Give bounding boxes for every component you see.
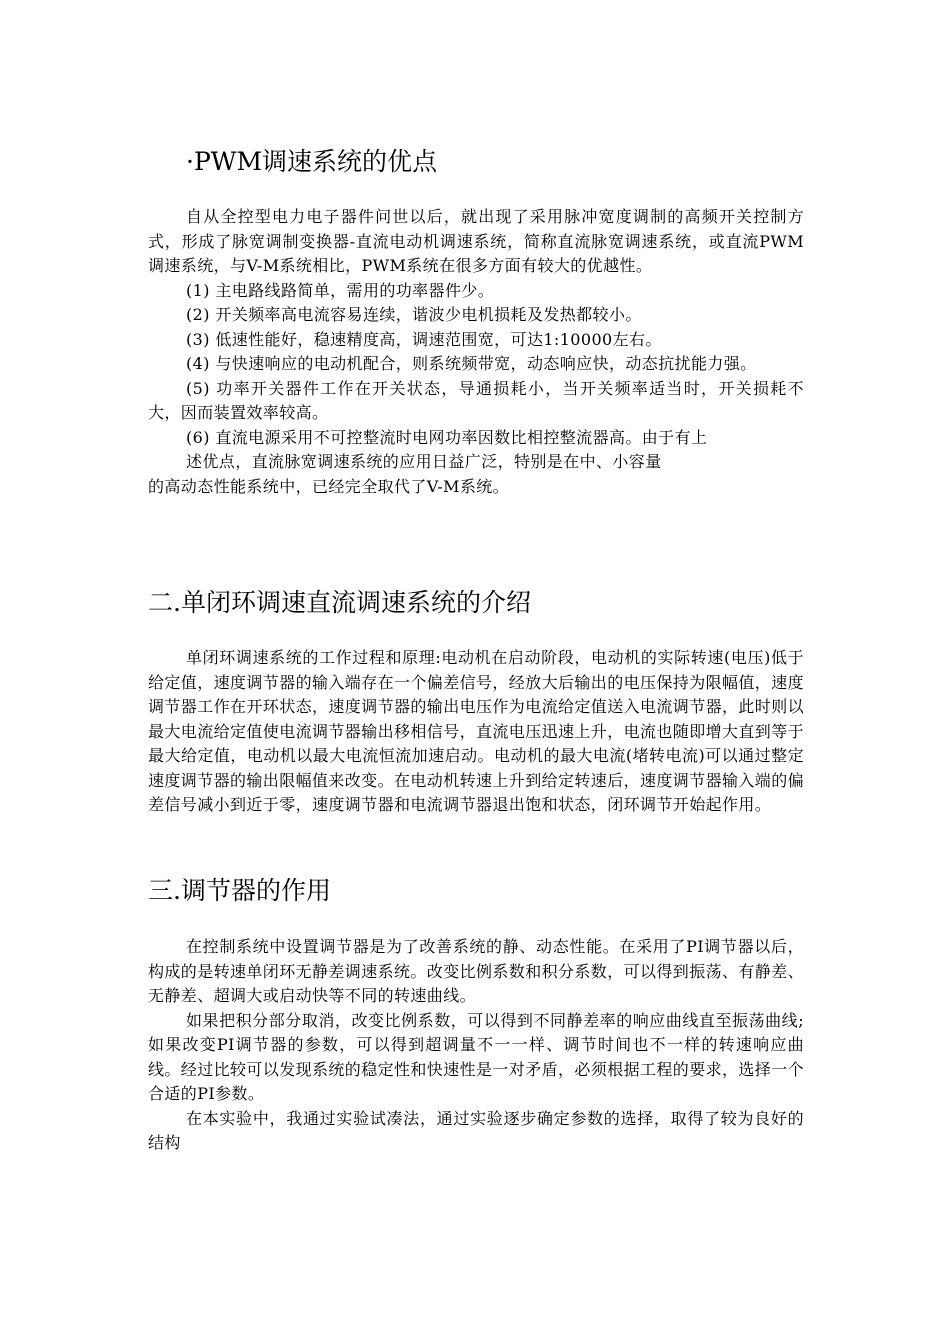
list-item-1: (1) 主电路线路简单，需用的功率器件少。: [186, 280, 495, 300]
paragraph-single-loop: 单闭环调速系统的工作过程和原理:电动机在启动阶段，电动机的实际转速(电压)低于给定值，速度调节器的输入端存在一个偏差信号，经放大后输出的电压保持为限幅值，速度调节器工作在开环状态，速度调节器的输出电压作为电流给定值送入电流调节器，此时则以最大电流给定值使电流调节器输出移相信号，直流电压迅速上升，电流也随即增大直到等于最大给定值，电动机以最大电流恒流加速启动。电动机的最大电流(堵转电流)可以通过整定速度调节器的输出限幅值来改变。在电动机转速上升到给定转速后，速度调节器输入端的偏差信号减小到近于零，速度调节器和电流调节器退出饱和状态，闭环调节开始起作用。: [148, 648, 805, 814]
list-item-5: (5) 功率开关器件工作在开关状态，导通损耗小，当开关频率适当时，开关损耗不大，因而装置效率较高。: [148, 378, 804, 422]
paragraph-regulator-3: 在本实验中，我通过实验试凑法，通过实验逐步确定参数的选择，取得了较为良好的结构: [148, 1108, 804, 1152]
section-body-single-loop: [148, 646, 804, 818]
section-body-regulator: [148, 935, 804, 1156]
paragraph-continuation-1: 述优点，直流脉宽调速系统的应用日益广泛，特别是在中、小容量: [186, 452, 662, 471]
section-title-pwm-advantages: ·PWM调速系统的优点: [186, 147, 438, 176]
paragraph-intro: 自从全控型电力电子器件问世以后，就出现了采用脉冲宽度调制的高频开关控制方式，形成了脉宽调制变换器-直流电动机调速系统，简称直流脉宽调速系统，或直流PWM调速系统，与V-M系统相比，PWM系统在很多方面有较大的优越性。: [148, 207, 804, 275]
section-title-single-loop: 二.单闭环调速直流调速系统的介绍: [148, 588, 531, 617]
list-item-2: (2) 开关频率高电流容易连续，谐波少电机损耗及发热都较小。: [186, 305, 642, 324]
paragraph-continuation-2: 的高动态性能系统中，已经完全取代了V-M系统。: [148, 476, 510, 496]
paragraph-regulator-1: 在控制系统中设置调节器是为了改善系统的静、动态性能。在采用了PI调节器以后，构成的是转速单闭环无静差调速系统。改变比例系数和积分系数，可以得到振荡、有静差、无静差、超调大或启动快等不同的转速曲线。: [148, 937, 805, 1005]
list-item-4: (4) 与快速响应的电动机配合，则系统频带宽，动态响应快，动态抗扰能力强。: [186, 354, 757, 373]
section-body-pwm-advantages: [148, 205, 804, 499]
list-item-3: (3) 低速性能好，稳速精度高，调速范围宽，可达1:10000左右。: [186, 329, 662, 349]
list-item-6: (6) 直流电源采用不可控整流时电网功率因数比相控整流器高。由于有上: [186, 427, 708, 447]
paragraph-regulator-2: 如果把积分部分取消，改变比例系数，可以得到不同静差率的响应曲线直至振荡曲线;如果改变PI调节器的参数，可以得到超调量不一一样、调节时间也不一样的转速响应曲线。经过比较可以发现系统的稳定性和快速性是一对矛盾，必须根据工程的要求，选择一个合适的PI参数。: [148, 1010, 805, 1103]
section-title-regulator: 三.调节器的作用: [148, 876, 331, 905]
